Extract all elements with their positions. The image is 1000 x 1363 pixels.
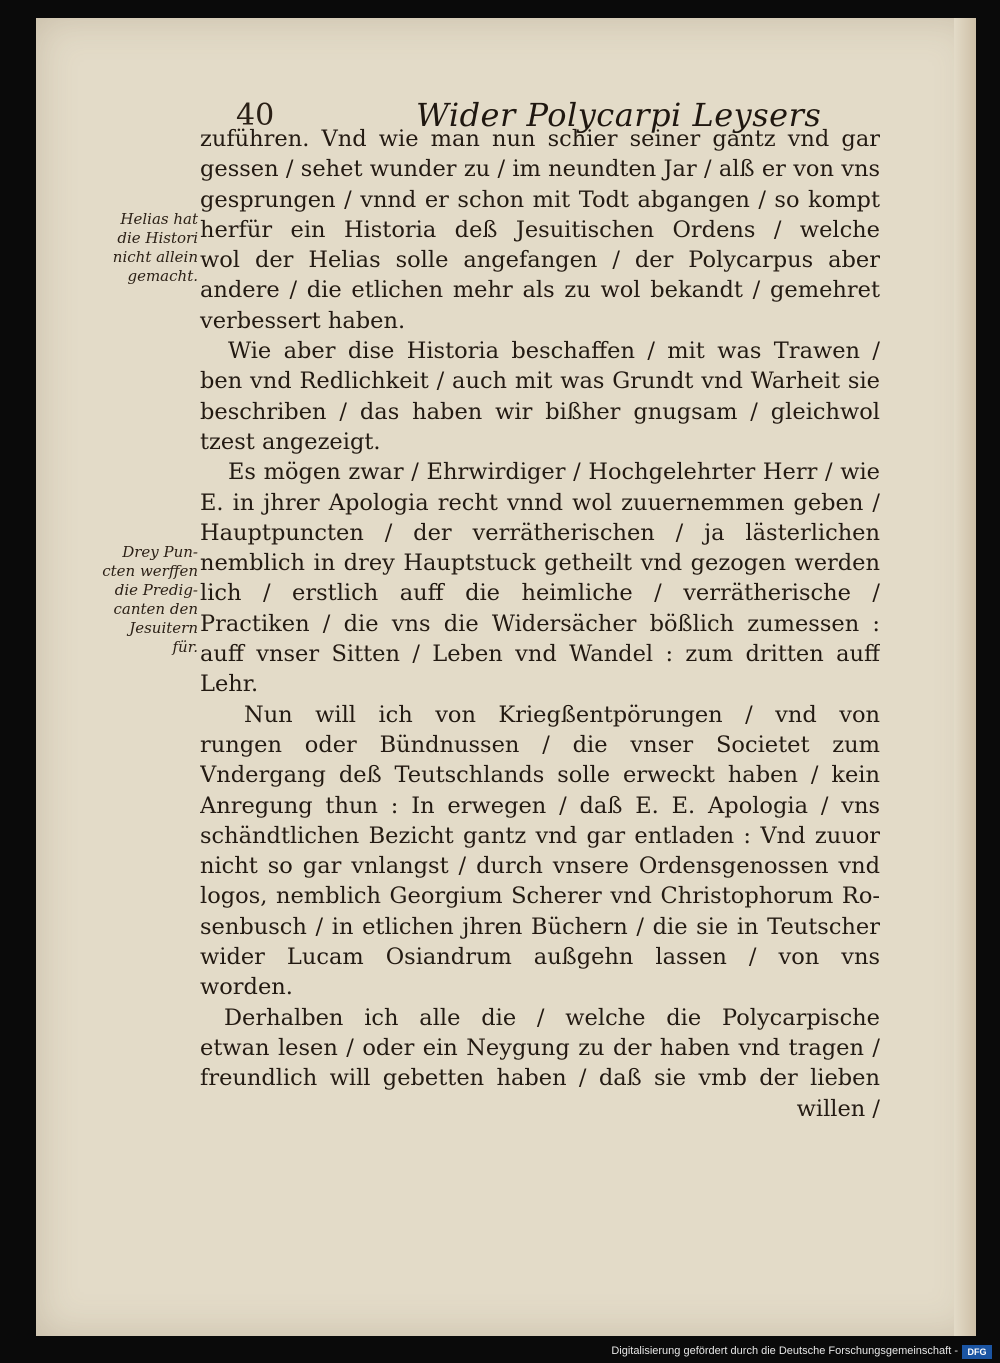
margin-note-line: nicht allein — [112, 248, 198, 266]
text-line: Es mögen zwar / Ehrwirdiger / Hochgelehrter Herr / wie — [228, 459, 880, 486]
footer-credit: Digitalisierung gefördert durch die Deutsche Forschungsgemeinschaft - — [611, 1345, 958, 1357]
margin-note-line: die Predig- — [114, 581, 198, 599]
text-line: Anregung thun : In erwegen / daß E. E. Apologia / vns — [200, 792, 880, 819]
dfg-logo-icon: DFG — [962, 1345, 992, 1359]
text-line: etwan lesen / oder ein Neygung zu der haben vnd tragen / — [200, 1034, 880, 1061]
text-line: tzest angezeigt. — [200, 428, 381, 455]
text-line: verbessert haben. — [200, 307, 406, 334]
text-line: beschriben / das haben wir bißher gnugsam / gleichwol — [200, 398, 880, 425]
text-line: nicht so gar vnlangst / durch vnsere Ordensgenossen vnd — [200, 853, 880, 880]
text-line: wider Lucam Osiandrum außgehn lassen / von vns — [200, 944, 880, 971]
text-line: auff vnser Sitten / Leben vnd Wandel : zum dritten auff — [200, 641, 880, 668]
margin-note-drey-puncten — [70, 543, 198, 657]
text-line: Derhalben ich alle die / welche die Polycarpische — [224, 1004, 880, 1031]
text-line: lich / erstlich auff die heimliche / verrätherische / — [200, 580, 880, 607]
body-text — [200, 124, 880, 1124]
text-line: worden. — [200, 974, 293, 1001]
text-line: andere / die etlichen mehr als zu wol bekandt / gemehret — [200, 277, 880, 304]
text-line: logos, nemblich Georgium Scherer vnd Christophorum Ro- — [200, 883, 880, 910]
text-line: E. in jhrer Apologia recht vnnd wol zuuernemmen geben / — [200, 489, 880, 516]
margin-note-line: die Histori — [117, 229, 198, 247]
text-line: nemblich in drey Hauptstuck getheilt vnd gezogen werden — [200, 550, 880, 577]
margin-note-line: canten den — [113, 600, 198, 618]
text-line: rungen oder Bündnussen / die vnser Societet zum — [200, 731, 880, 758]
running-title: Wider Polycarpi Leysers — [416, 96, 822, 134]
text-line: ben vnd Redlichkeit / auch mit was Grundt vnd Warheit sie — [200, 368, 880, 395]
margin-note-line: gemacht. — [127, 267, 198, 285]
margin-note-line: für. — [172, 638, 198, 656]
page-gutter — [954, 18, 976, 1336]
digitization-footer — [0, 1343, 1000, 1363]
text-line: freundlich will gebetten haben / daß sie vmb der lieben — [200, 1065, 880, 1092]
margin-note-line: cten werffen — [102, 562, 198, 580]
text-line: gessen / sehet wunder zu / im neundten Jar / alß er von vns — [200, 156, 880, 183]
text-line: wol der Helias solle angefangen / der Polycarpus aber — [200, 247, 880, 274]
text-line: Nun will ich von Kriegßentpörungen / vnd von — [244, 701, 880, 728]
text-line: Vndergang deß Teutschlands solle erweckt haben / kein — [200, 762, 880, 789]
text-line: herfür ein Historia deß Jesuitischen Ordens / welche — [200, 216, 880, 243]
text-line: senbusch / in etlichen jhren Büchern / die sie in Teutscher — [200, 913, 880, 940]
page-number: 40 — [236, 98, 275, 133]
margin-note-line: Helias hat — [120, 210, 198, 228]
text-line: zuführen. Vnd wie man nun schier seiner gantz vnd gar — [200, 126, 880, 152]
catchword: willen / — [796, 1095, 880, 1122]
margin-note-helias — [70, 210, 198, 286]
text-line: Hauptpuncten / der verrätherischen / ja lästerlichen — [200, 519, 880, 546]
text-line: Wie aber dise Historia beschaffen / mit was Trawen / — [228, 338, 880, 365]
text-line: Practiken / die vns die Widersächer bößlich zumessen : — [200, 610, 880, 637]
text-line: Lehr. — [200, 671, 259, 698]
text-line: gesprungen / vnnd er schon mit Todt abgangen / so kompt — [200, 186, 880, 213]
margin-note-line: Jesuitern — [129, 619, 198, 637]
text-line: schändtlichen Bezicht gantz vnd gar entladen : Vnd zuuor — [200, 822, 880, 849]
margin-note-line: Drey Pun- — [122, 543, 198, 561]
